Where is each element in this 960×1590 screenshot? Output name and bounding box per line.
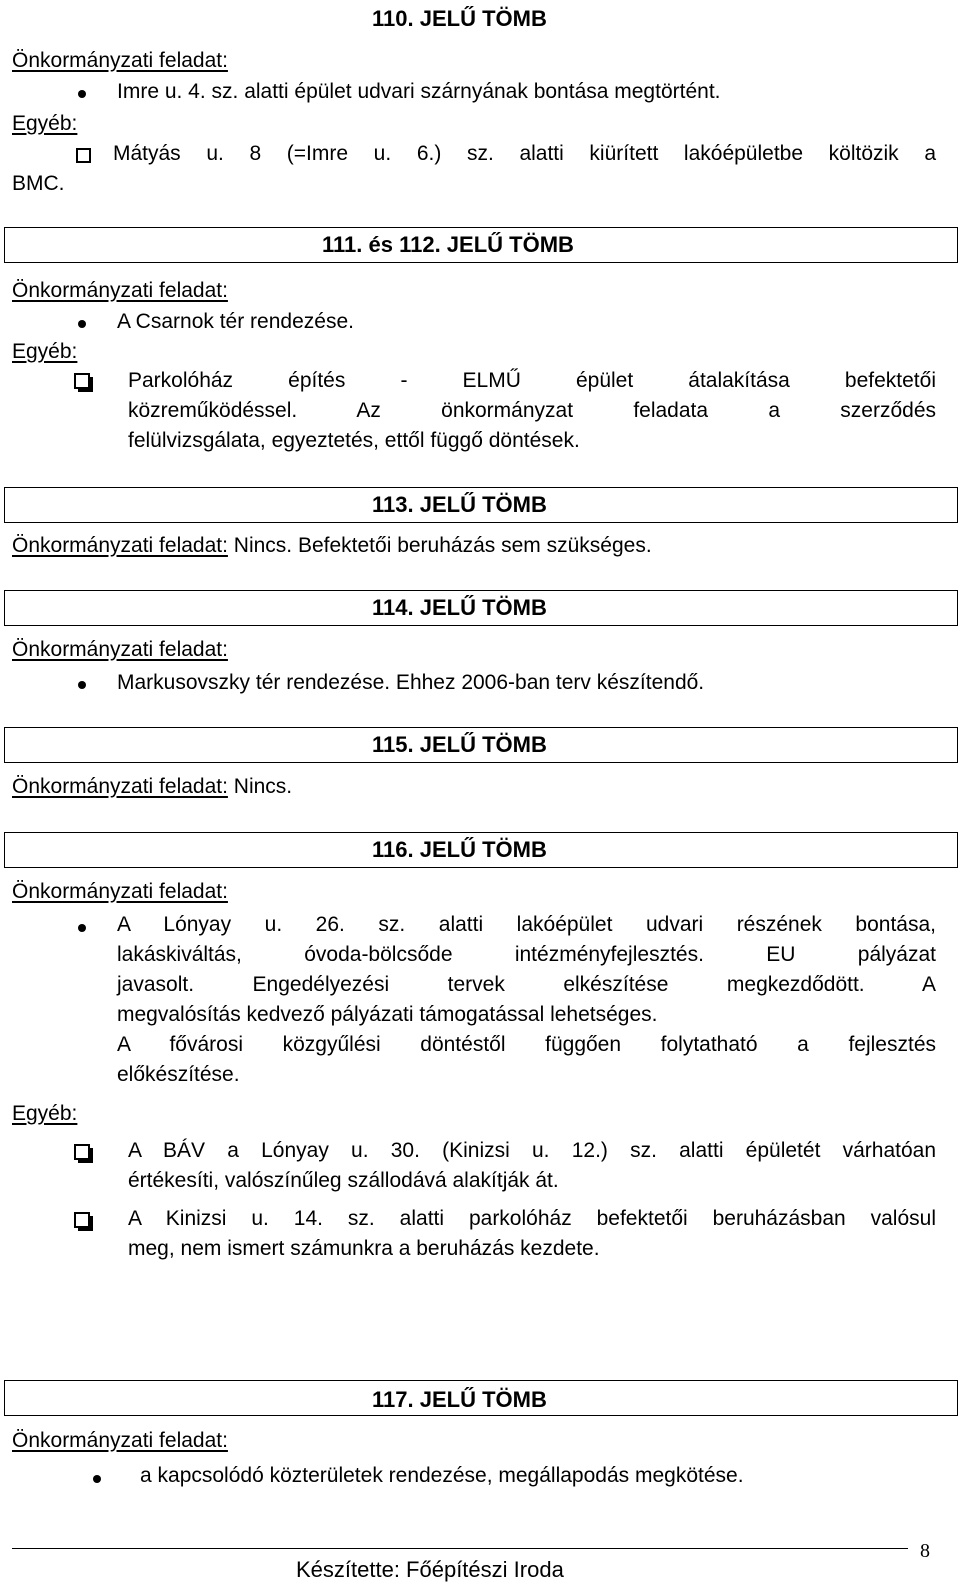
other-item-line: közreműködéssel. Az önkormányzat feladata a szerződés [128, 399, 936, 422]
other-item-line: Parkolóház építés - ELMŰ épület átalakítása befektetői [128, 369, 936, 392]
checkbox-icon [74, 1212, 90, 1228]
block-title: 113. JELŰ TÖMB [372, 492, 547, 517]
task-item-line: előkészítése. [117, 1063, 240, 1086]
task-item-line: megvalósítás kedvező pályázati támogatással lehetséges. [117, 1003, 658, 1026]
task-value: Nincs. Befektetői beruházás sem szükséges. [233, 534, 652, 557]
other-item-line: BMC. [12, 172, 65, 195]
task-line [12, 772, 292, 802]
bullet-icon [78, 90, 86, 98]
block-title: 110. JELŰ TÖMB [372, 6, 547, 31]
checkbox-icon [74, 1144, 90, 1160]
footer-divider [12, 1548, 908, 1549]
task-value: Nincs. [233, 775, 293, 798]
bullet-icon [78, 681, 86, 689]
task-item: a kapcsolódó közterületek rendezése, megállapodás megkötése. [140, 1464, 744, 1487]
task-label: Önkormányzati feladat: [12, 534, 228, 557]
bullet-icon [78, 320, 86, 328]
checkbox-icon [76, 148, 91, 163]
other-label: Egyéb: [12, 112, 78, 135]
footer-credit: Készítette: Főépítészi Iroda [296, 1557, 564, 1582]
task-label: Önkormányzati feladat: [12, 638, 228, 661]
task-item: Markusovszky tér rendezése. Ehhez 2006-ban terv készítendő. [117, 671, 705, 694]
checkbox-icon [74, 373, 90, 389]
task-item-line: lakáskiváltás, óvoda-bölcsőde intézményfejlesztés. EU pályázat [117, 943, 936, 966]
task-item-line: A Lónyay u. 26. sz. alatti lakóépület udvari részének bontása, [117, 913, 936, 936]
block-title: 111. és 112. JELŰ TÖMB [322, 232, 574, 257]
task-label: Önkormányzati feladat: [12, 880, 228, 903]
block-title: 114. JELŰ TÖMB [372, 595, 547, 620]
other-item-line: meg, nem ismert számunkra a beruházás kezdete. [128, 1237, 600, 1260]
task-label: Önkormányzati feladat: [12, 1429, 228, 1452]
page-number: 8 [920, 1540, 930, 1562]
block-title: 116. JELŰ TÖMB [372, 837, 547, 862]
other-item-line: Mátyás u. 8 (=Imre u. 6.) sz. alatti kiürített lakóépületbe költözik a [113, 142, 936, 165]
other-label: Egyéb: [12, 1102, 78, 1125]
task-item: Imre u. 4. sz. alatti épület udvari szárnyának bontása megtörtént. [117, 80, 721, 103]
task-item-line: A fővárosi közgyűlési döntéstől függően folytatható a fejlesztés [117, 1033, 936, 1056]
other-item-line: értékesíti, valószínűleg szállodává alakítják át. [128, 1169, 559, 1192]
other-item-line: felülvizsgálata, egyeztetés, ettől függő döntések. [128, 429, 580, 452]
task-label: Önkormányzati feladat: [12, 279, 228, 302]
task-line [12, 531, 652, 561]
task-label: Önkormányzati feladat: [12, 775, 228, 798]
other-item-line: A Kinizsi u. 14. sz. alatti parkolóház befektetői beruházásban valósul [128, 1207, 936, 1230]
task-item: A Csarnok tér rendezése. [117, 310, 354, 333]
task-item-line: javasolt. Engedélyezési tervek elkészítése megkezdődött. A [117, 973, 936, 996]
task-label: Önkormányzati feladat: [12, 49, 228, 72]
other-label: Egyéb: [12, 340, 78, 363]
block-title: 117. JELŰ TÖMB [372, 1387, 547, 1412]
bullet-icon [78, 924, 86, 932]
other-item-line: A BÁV a Lónyay u. 30. (Kinizsi u. 12.) sz. alatti épületét várhatóan [128, 1139, 936, 1162]
block-title: 115. JELŰ TÖMB [372, 732, 547, 757]
bullet-icon [93, 1475, 101, 1483]
